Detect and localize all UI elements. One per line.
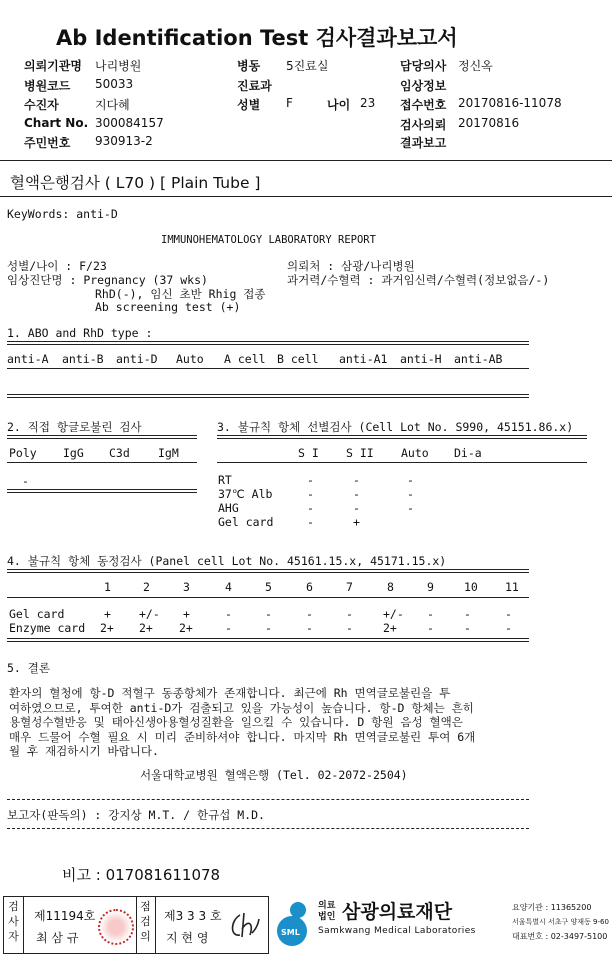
requested-label: 검사의뢰 — [400, 118, 447, 132]
s4-column-header: 8 — [387, 580, 394, 594]
s3-cell: - — [407, 487, 414, 501]
sex-age: 성별/나이 : F/23 — [7, 259, 107, 273]
s4-column-header: 1 — [104, 580, 111, 594]
remark: 비고 : 017081611078 — [62, 866, 221, 884]
s3-cell: - — [407, 501, 414, 515]
s4-cell: - — [427, 607, 434, 621]
s4-cell: 2+ — [383, 621, 397, 635]
s3-cell: - — [353, 501, 360, 515]
divider — [23, 897, 24, 953]
s3-row-label: AHG — [218, 501, 239, 515]
clinical-label: 임상정보 — [400, 79, 447, 93]
org-phone: 대표번호 : 02-3497-5100 — [512, 932, 608, 941]
reporter-rule-top — [7, 799, 529, 800]
s3-column-header: Di-a — [454, 446, 482, 460]
age-label: 나이 — [327, 98, 351, 112]
s4-rule-mid — [7, 597, 529, 598]
s2-title: 2. 직접 항글로불린 검사 — [7, 420, 142, 434]
s4-cell: - — [346, 607, 353, 621]
s2-column-header: IgM — [158, 446, 179, 460]
org-address: 서울특별시 서초구 양재동 9-60 — [512, 918, 609, 926]
s4-cell: - — [225, 607, 232, 621]
sex-label: 성별 — [237, 98, 261, 112]
section-divider — [0, 196, 612, 197]
inspector-number: 제11194호 — [34, 909, 96, 923]
hospital-label: 의뢰기관명 — [24, 59, 82, 73]
s1-rule-top — [7, 341, 529, 345]
diagnosis-line2: RhD(-), 임신 초반 Rhig 접종 — [95, 287, 266, 301]
conclusion-line: 여하였으므로, 투여한 anti-D가 검출되고 있을 가능성이 높습니다. 항-D 항체는 흔히 — [9, 700, 474, 715]
s3-rule-top — [217, 435, 587, 439]
s3-cell: - — [307, 515, 314, 529]
s1-title: 1. ABO and RhD type : — [7, 326, 153, 340]
s3-column-header: S I — [298, 446, 319, 460]
checker-signature-icon — [226, 907, 262, 943]
s3-cell: - — [353, 487, 360, 501]
inspector-name: 최 삼 규 — [36, 931, 79, 945]
s3-row-label: Gel card — [218, 515, 274, 529]
org-tag1: 의료 — [318, 901, 336, 911]
s4-cell: - — [225, 621, 232, 635]
s1-column-header: Auto — [176, 352, 204, 366]
s3-row-label: 37℃ Alb — [218, 487, 273, 501]
s4-cell: + — [183, 607, 190, 621]
s4-column-header: 6 — [306, 580, 313, 594]
s2-column-header: Poly — [9, 446, 37, 460]
s1-column-header: anti-AB — [454, 352, 503, 366]
lab-title: IMMUNOHEMATOLOGY LABORATORY REPORT — [161, 234, 376, 246]
s3-title: 3. 불규칙 항체 선별검사 (Cell Lot No. S990, 45151.86.x) — [217, 420, 574, 434]
s3-column-header: S II — [346, 446, 374, 460]
s4-column-header: 2 — [143, 580, 150, 594]
keywords: KeyWords: anti-D — [7, 207, 118, 221]
rrn-label: 주민번호 — [24, 136, 71, 150]
hospital-value: 나리병원 — [95, 59, 142, 73]
sex-value: F — [286, 96, 293, 110]
s4-rule-bottom — [7, 638, 529, 642]
s4-column-header: 4 — [225, 580, 232, 594]
rrn-value: 930913-2 — [95, 134, 153, 148]
inspector-label: 검사자 — [8, 900, 19, 943]
s4-rule-top — [7, 569, 529, 573]
section-title: 혈액은행검사 ( L70 ) [ Plain Tube ] — [10, 174, 261, 192]
reporter: 보고자(판독의) : 강지상 M.T. / 한규섭 M.D. — [7, 808, 265, 822]
conclusion-line: 용혈성수혈반응 및 태아신생아용혈성질환을 일으킬 수 있습니다. D 항원 음성 혈액은 — [9, 715, 463, 729]
s1-column-header: anti-D — [116, 352, 158, 366]
diagnosis: 임상진단명 : Pregnancy (37 wks) — [7, 273, 208, 287]
receipt-value: 20170816-11078 — [458, 96, 562, 110]
s4-cell: - — [464, 607, 471, 621]
s3-row-label: RT — [218, 473, 232, 487]
ward-value: 5진료실 — [286, 59, 329, 73]
s1-rule-mid — [7, 368, 529, 369]
s4-cell: - — [265, 621, 272, 635]
sml-logo-icon — [272, 898, 312, 948]
s4-cell: - — [505, 607, 512, 621]
requested-value: 20170816 — [458, 116, 520, 130]
signoff: 서울대학교병원 혈액은행 (Tel. 02-2072-2504) — [140, 768, 408, 782]
doctor-label: 담당의사 — [400, 59, 447, 73]
reporter-rule-bottom — [7, 828, 529, 829]
s4-row-label: Enzyme card — [9, 621, 86, 635]
chart-value: 300084157 — [95, 116, 164, 130]
checker-number: 제3 3 3 호 — [164, 909, 222, 923]
s3-cell: - — [307, 487, 314, 501]
referrer: 의뢰처 : 삼광/나리병원 — [287, 259, 415, 273]
header-divider — [0, 160, 612, 161]
s4-title: 4. 불규칙 항체 동정검사 (Panel cell Lot No. 45161.15.x, 45171.15.x) — [7, 554, 447, 568]
s3-cell: - — [353, 473, 360, 487]
s4-cell: + — [104, 607, 111, 621]
s3-cell: - — [407, 473, 414, 487]
s1-column-header: B cell — [277, 352, 319, 366]
conclusion-line: 매우 드물어 수혈 필요 시 미리 준비하셔야 합니다. 마지막 Rh 면역글로불린 투여 6개 — [9, 729, 476, 744]
org-name: 삼광의료재단 — [342, 901, 453, 923]
checker-label: 점검의 — [140, 900, 151, 943]
history: 과거력/수혈력 : 과거임신력/수혈력(정보없음/-) — [287, 273, 550, 287]
diagnosis-line3: Ab screening test (+) — [95, 300, 241, 314]
s4-column-header: 11 — [505, 580, 519, 594]
org-tag2: 법인 — [318, 912, 336, 922]
s4-cell: 2+ — [139, 621, 153, 635]
patient-label: 수진자 — [24, 98, 59, 112]
s2-column-header: IgG — [63, 446, 84, 460]
s1-column-header: anti-B — [62, 352, 104, 366]
logo-text: SML — [281, 928, 300, 937]
doctor-value: 정신옥 — [458, 59, 493, 73]
divider — [155, 897, 156, 953]
s1-column-header: anti-H — [400, 352, 442, 366]
s4-cell: 2+ — [179, 621, 193, 635]
age-value: 23 — [360, 96, 376, 110]
s4-column-header: 5 — [265, 580, 272, 594]
conclusion-line: 월 후 재검하시기 바랍니다. — [9, 744, 159, 758]
s4-column-header: 9 — [427, 580, 434, 594]
s1-column-header: anti-A — [7, 352, 49, 366]
s3-cell: - — [307, 473, 314, 487]
inspector-seal-icon — [98, 909, 134, 945]
s4-cell: - — [427, 621, 434, 635]
s2-rule-mid — [7, 462, 197, 463]
s4-cell: 2+ — [100, 621, 114, 635]
s1-rule-bottom — [7, 394, 529, 398]
ward-label: 병동 — [237, 59, 261, 73]
s4-cell: - — [346, 621, 353, 635]
receipt-label: 접수번호 — [400, 98, 447, 112]
s2-rule-bottom — [7, 489, 197, 493]
s3-rule-mid — [217, 462, 587, 463]
s4-cell: - — [265, 607, 272, 621]
divider — [136, 897, 137, 953]
s2-rule-top — [7, 435, 197, 439]
s2-column-header: C3d — [109, 446, 130, 460]
s4-column-header: 10 — [464, 580, 478, 594]
conclusion-line: 환자의 혈청에 항-D 적혈구 동종항체가 존재합니다. 최근에 Rh 면역글로불린을 투 — [9, 686, 451, 700]
signature-box — [3, 896, 269, 954]
s4-cell: - — [464, 621, 471, 635]
s5-title: 5. 결론 — [7, 661, 50, 675]
code-value: 50033 — [95, 77, 134, 91]
s4-cell: - — [306, 607, 313, 621]
report-title: Ab Identification Test 검사결과보고서 — [56, 26, 458, 50]
org-logo — [272, 898, 312, 952]
s4-cell: +/- — [139, 607, 160, 621]
s4-cell: - — [505, 621, 512, 635]
s1-column-header: anti-A1 — [339, 352, 388, 366]
s1-column-header: A cell — [224, 352, 266, 366]
s3-column-header: Auto — [401, 446, 429, 460]
s3-cell: - — [307, 501, 314, 515]
org-english-name: Samkwang Medical Laboratories — [318, 926, 476, 936]
dept-label: 진료과 — [237, 79, 272, 93]
checker-name: 지 현 영 — [166, 931, 209, 945]
s4-column-header: 7 — [346, 580, 353, 594]
s2-value: - — [22, 474, 29, 488]
patient-value: 지다혜 — [95, 98, 130, 112]
s4-column-header: 3 — [183, 580, 190, 594]
org-code: 요양기관 : 11365200 — [512, 903, 592, 912]
result-label: 결과보고 — [400, 136, 447, 150]
chart-label: Chart No. — [24, 116, 89, 130]
s4-cell: - — [306, 621, 313, 635]
code-label: 병원코드 — [24, 79, 71, 93]
s4-row-label: Gel card — [9, 607, 65, 621]
s4-cell: +/- — [383, 607, 404, 621]
s3-cell: + — [353, 515, 360, 529]
